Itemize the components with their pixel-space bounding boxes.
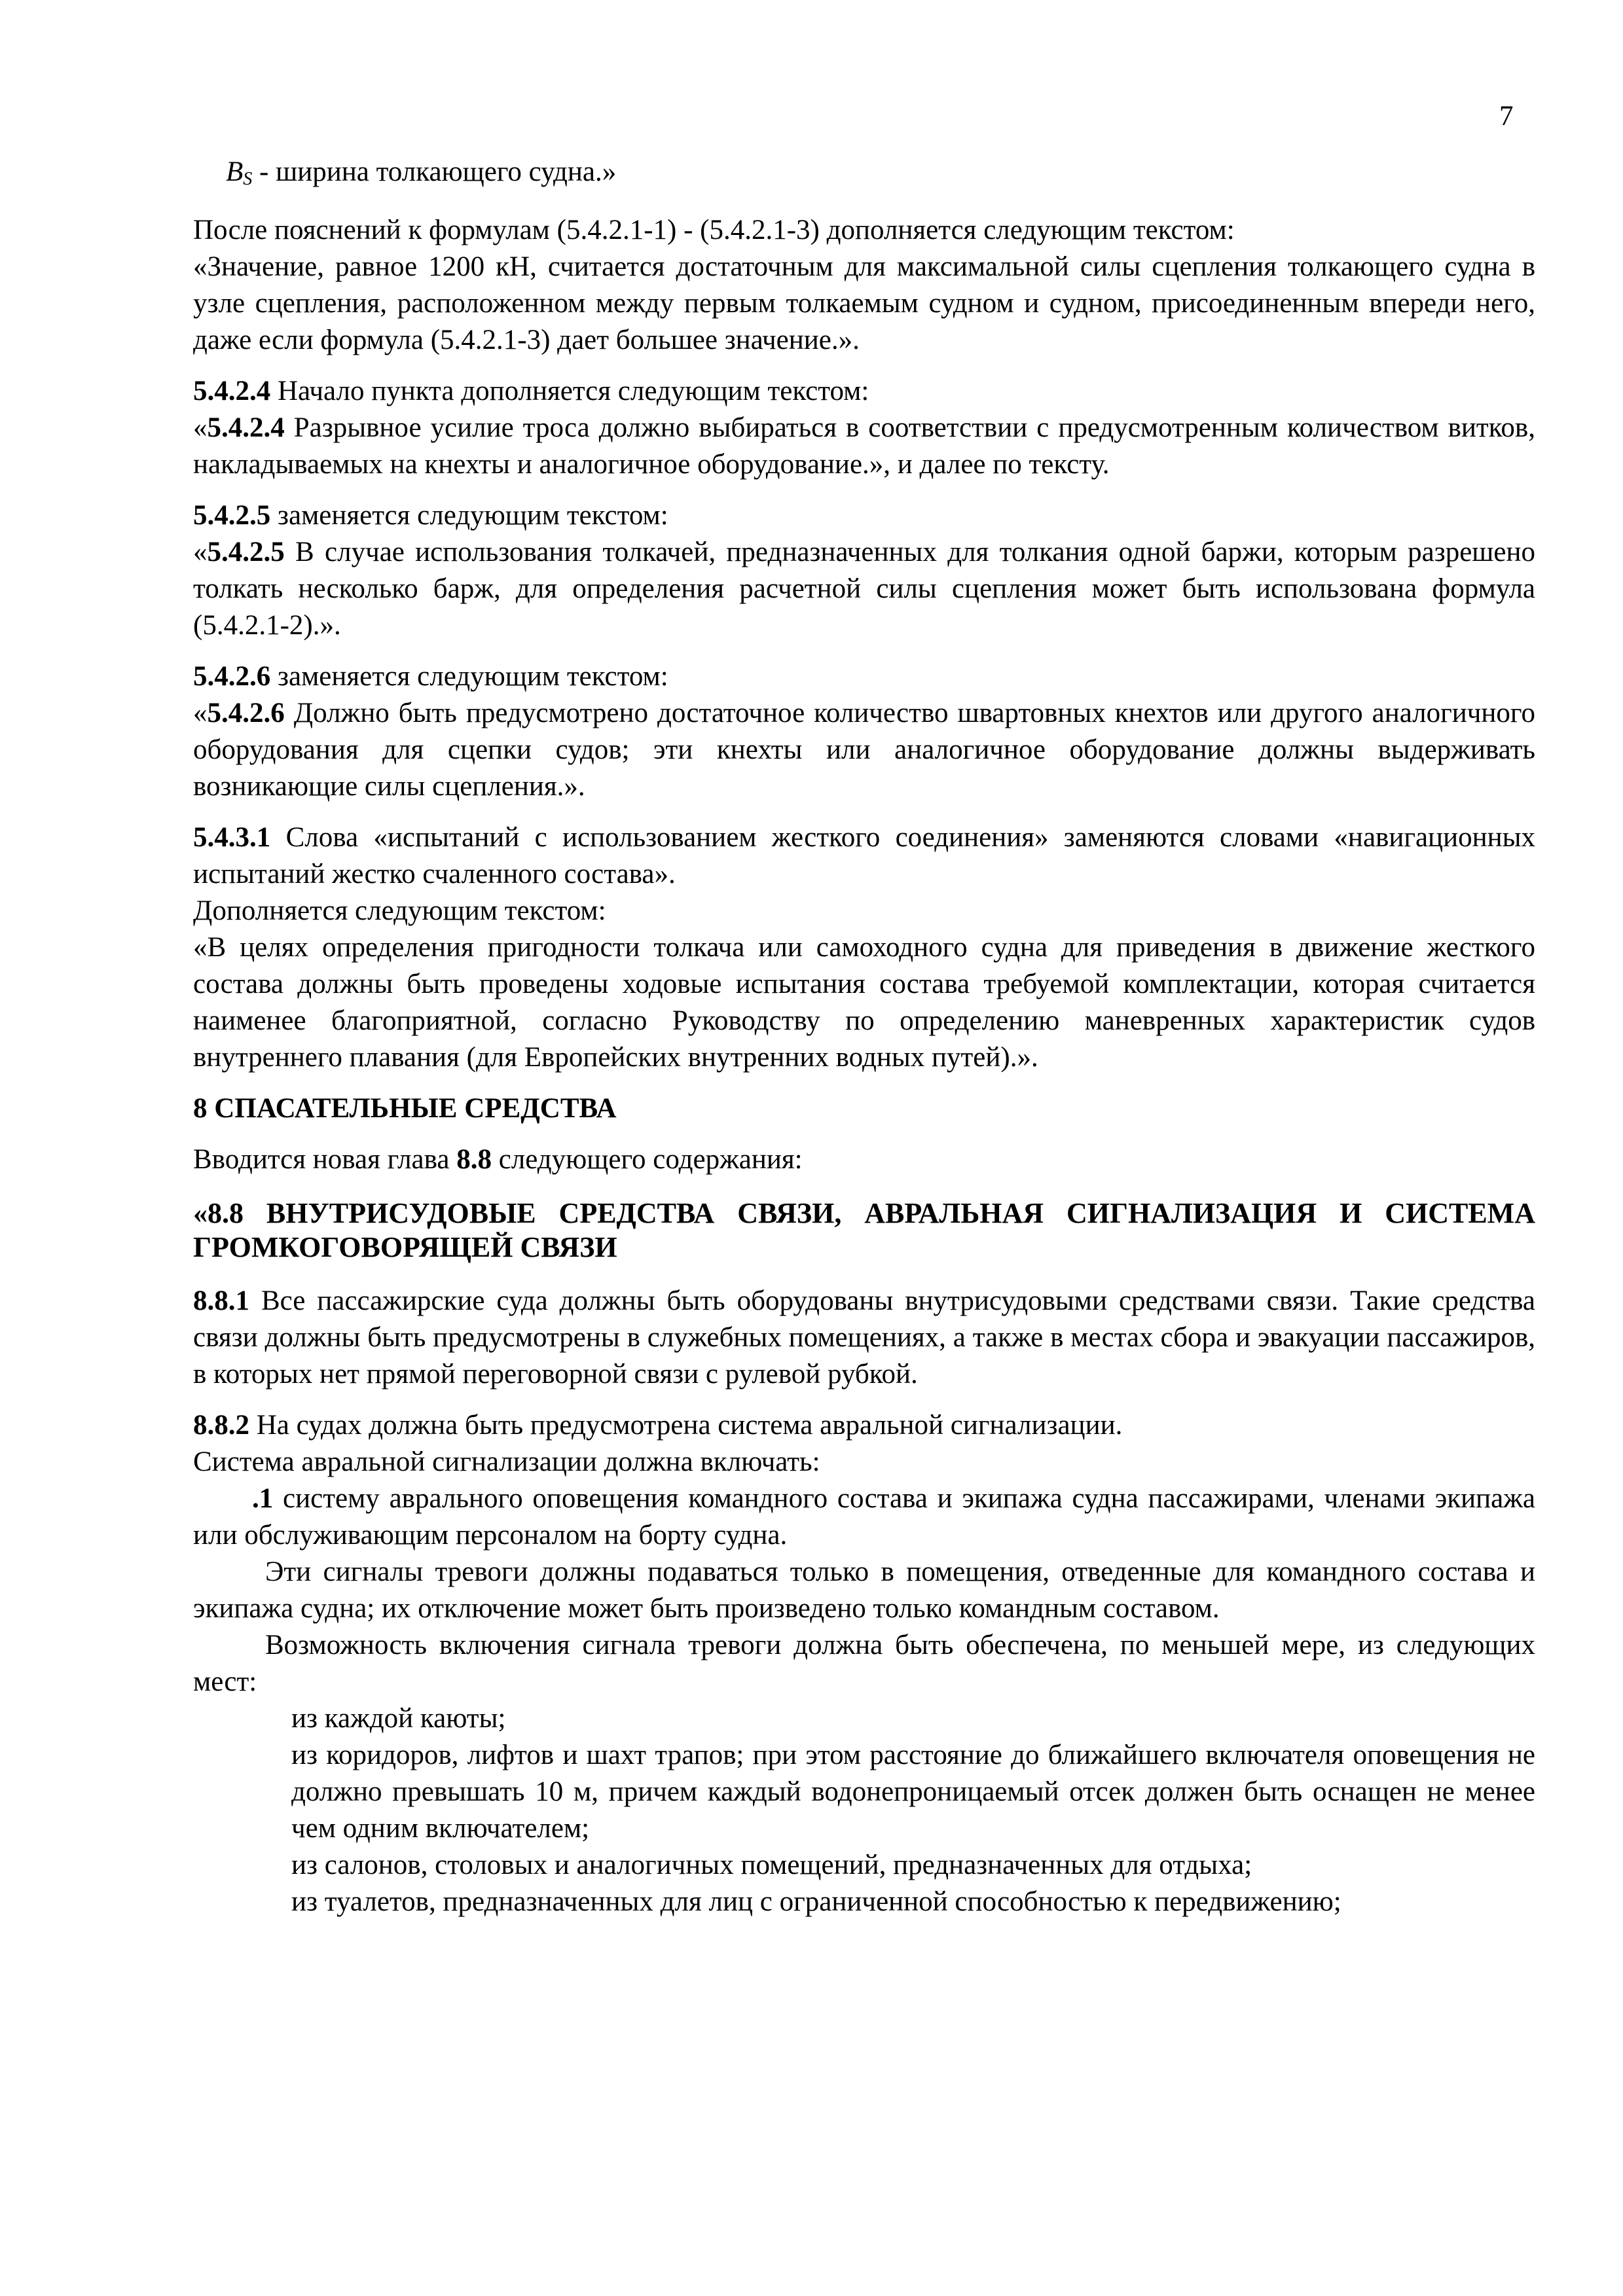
alarm-signals-paragraph: Эти сигналы тревоги должны подаваться только в помещения, отведенные для командного состава и экипажа судна; их отключение может быть произведено только командным составом.	[193, 1556, 1535, 1624]
alarm-places-paragraph: Возможность включения сигнала тревоги должна быть обеспечена, по меньшей мере, из следующих мест:	[193, 1630, 1535, 1697]
clause-number: 5.4.2.6	[193, 661, 271, 692]
clause-number: 5.4.3.1	[193, 822, 271, 853]
clause-5-4-3-1: 5.4.3.1 Слова «испытаний с использованием жесткого соединения» заменяются словами «навигационных испытаний жестко счаленного состава».	[193, 822, 1535, 889]
clause-5-4-2-4-intro: 5.4.2.4 Начало пункта дополняется следующим текстом:	[193, 376, 869, 406]
clause-5-4-2-6-intro: 5.4.2.6 заменяется следующим текстом:	[193, 661, 668, 692]
page-number: 7	[1499, 101, 1514, 132]
chapter-8-title: 8 СПАСАТЕЛЬНЫЕ СРЕДСТВА	[193, 1093, 617, 1124]
clause-number: 5.4.2.5	[193, 500, 271, 531]
clause-number: 8.8.1	[193, 1285, 249, 1316]
bs-symbol: B	[226, 156, 244, 187]
clause-8-8-1: 8.8.1 Все пассажирские суда должны быть оборудованы внутрисудовыми средствами связи. Такие средства связи должны быть предусмотрены в служебных помещениях, а также в местах сбора и эвакуации пассажиров, в которых нет прямой переговорной связи с рулевой рубкой.	[193, 1285, 1535, 1390]
clause-5-4-3-1-addition: Дополняется следующим текстом:	[193, 895, 606, 926]
clause-8-8-2: 8.8.2 На судах должна быть предусмотрена система авральной сигнализации.	[193, 1410, 1123, 1441]
bs-subscript: S	[243, 169, 253, 189]
alarm-place-item: из коридоров, лифтов и шахт трапов; при этом расстояние до ближайшего включателя оповещения не должно превышать 10 м, причем каждый водонепроницаемый отсек должен быть оснащен не менее чем одним включателем;	[291, 1740, 1535, 1844]
clause-8-8-2-line2: Система авральной сигнализации должна включать:	[193, 1446, 820, 1477]
formula-note-intro: После пояснений к формулам (5.4.2.1-1) - (5.4.2.1-3) дополняется следующим текстом:	[193, 215, 1235, 245]
bs-text: - ширина толкающего судна.»	[252, 156, 617, 187]
clause-5-4-2-5-intro: 5.4.2.5 заменяется следующим текстом:	[193, 500, 668, 531]
body-text	[193, 154, 1535, 1920]
clause-number: 5.4.2.4	[193, 376, 271, 406]
alarm-place-item: из туалетов, предназначенных для лиц с ограниченной способностью к передвижению;	[291, 1886, 1341, 1917]
clause-5-4-2-4-quote: «5.4.2.4 Разрывное усилие троса должно выбираться в соответствии с предусмотренным количеством витков, накладываемых на кнехты и аналогичное оборудование.», и далее по тексту.	[193, 412, 1535, 480]
clause-5-4-2-5-quote: «5.4.2.5 В случае использования толкачей, предназначенных для толкания одной баржи, которым разрешено толкать несколько барж, для определения расчетной силы сцепления может быть использована формула (5.4.2.1-2).».	[193, 537, 1535, 641]
clause-5-4-3-1-quote: «В целях определения пригодности толкача или самоходного судна для приведения в движение жесткого состава должны быть проведены ходовые испытания состава требуемой комплектации, которая считается наименее благоприятной, согласно Руководству по определению маневренных характеристик судов внутреннего плавания (для Европейских внутренних водных путей).».	[193, 932, 1535, 1073]
alarm-place-item: из каждой каюты;	[291, 1703, 506, 1734]
bs-definition	[193, 154, 1535, 198]
clause-number: 8.8.2	[193, 1410, 249, 1441]
section-8-8-heading: «8.8 ВНУТРИСУДОВЫЕ СРЕДСТВА СВЯЗИ, АВРАЛЬНАЯ СИГНАЛИЗАЦИЯ И СИСТЕМА ГРОМКОГОВОРЯЩЕЙ СВЯЗИ	[193, 1197, 1535, 1263]
chapter-8-8-intro: Вводится новая глава 8.8 следующего содержания:	[193, 1144, 803, 1175]
clause-5-4-2-6-quote: «5.4.2.6 Должно быть предусмотрено достаточное количество швартовных кнехтов или другого аналогичного оборудования для сцепки судов; эти кнехты или аналогичное оборудование должны выдерживать возникающие силы сцепления.».	[193, 698, 1535, 802]
alarm-place-item: из салонов, столовых и аналогичных помещений, предназначенных для отдыха;	[291, 1850, 1252, 1880]
clause-8-8-2-item-1: .1 систему аврального оповещения командного состава и экипажа судна пассажирами, членами экипажа или обслуживающим персоналом на борту судна.	[193, 1483, 1535, 1551]
formula-note-quote: «Значение, равное 1200 кН, считается достаточным для максимальной силы сцепления толкающего судна в узле сцепления, расположенном между первым толкаемым судном и судном, присоединенным впереди него, даже если формула (5.4.2.1-3) дает большее значение.».	[193, 251, 1535, 355]
